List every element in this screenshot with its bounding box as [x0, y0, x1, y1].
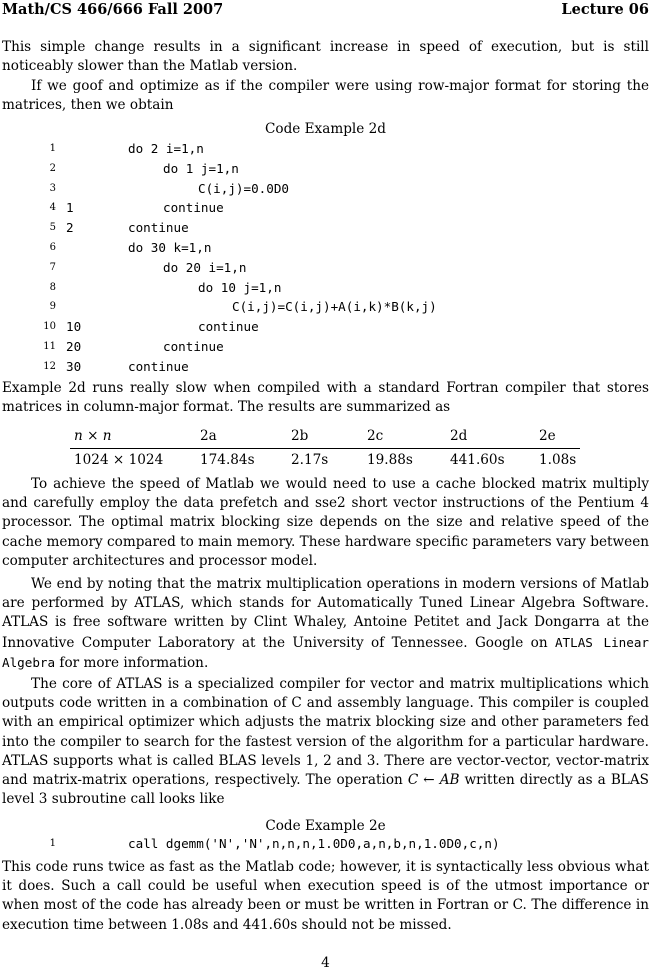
paragraph-4: To achieve the speed of Matlab we would need to use a cache blocked matrix multiply and carefully employ the data prefetch and sse2 short vector instructions of the Pentium 4 processor. The optimal matrix blocking size depends on the size and relative speed of the cache memory compared to main memory. These hardware specific parameters vary between computer architectures and processor model. — [2, 476, 649, 569]
table-header-cell: 2e — [539, 428, 556, 444]
code-line — [0, 240, 651, 260]
statement-label: 20 — [66, 338, 82, 354]
page-header — [2, 1, 649, 21]
code-line — [0, 141, 651, 161]
code-line — [0, 319, 651, 339]
table-header-cell: 2d — [450, 428, 468, 444]
code-text: continue — [163, 200, 224, 216]
code-text: C(i,j)=C(i,j)+A(i,k)*B(k,j) — [232, 299, 437, 315]
statement-label: 30 — [66, 358, 82, 374]
code-text: call dgemm('N','N',n,n,n,1.0D0,a,n,b,n,1.0D0,c,n) — [128, 836, 500, 851]
table-cell: 1024 × 1024 — [74, 452, 164, 468]
table-header-cell: n × n — [74, 428, 112, 444]
code-text: C(i,j)=0.0D0 — [198, 180, 289, 196]
line-number: 9 — [49, 301, 56, 313]
code-line — [0, 181, 651, 201]
line-number: 7 — [49, 261, 56, 273]
paragraph-6-text: The core of ATLAS is a specialized compiler for vector and matrix multiplications which outputs code written in a combination of C and assembly language. This compiler is coupled with an empirical optimizer which adjusts the matrix blocking size and other parameters fed into the compiler to search for the fastest version of the algorithm for a particular hardware. ATLAS supports what is called BLAS levels 1, 2 and 3. There are vector-vector, vector-matrix and matrix-matrix operations, respectively. The operation — [2, 676, 649, 789]
code-text: continue — [163, 338, 224, 354]
line-number: 12 — [43, 360, 56, 372]
code-line — [0, 260, 651, 280]
statement-label: 1 — [66, 200, 74, 216]
line-number: 2 — [49, 162, 56, 174]
code-line — [0, 161, 651, 181]
code-example-2e — [0, 836, 651, 856]
line-number: 10 — [43, 321, 56, 333]
paragraph-5-tail: for more information. — [59, 654, 209, 671]
paragraph-5-text: We end by noting that the matrix multiplication operations in modern versions of Matlab are performed by ATLAS, which stands for Automatically Tuned Linear Algebra Software. ATLAS is free software written by Clint Whaley, Antoine Petitet and Jack Dongarra at the Innovative Computer Laboratory at the University of Tennessee. Google on — [2, 576, 649, 651]
paragraph-5 — [2, 575, 649, 673]
line-number: 3 — [49, 182, 56, 194]
code-text: do 10 j=1,n — [198, 279, 282, 295]
line-number: 5 — [49, 222, 56, 234]
line-number: 4 — [49, 202, 56, 214]
line-number: 6 — [49, 241, 56, 253]
table-header-cell: 2c — [367, 428, 384, 444]
table-cell: 1.08s — [539, 452, 577, 468]
line-number: 11 — [43, 340, 56, 352]
statement-label: 2 — [66, 220, 74, 236]
code-text: do 20 i=1,n — [163, 259, 247, 275]
math-expression: C ← AB — [407, 772, 460, 789]
table-header-cell: 2b — [291, 428, 309, 444]
timing-table — [70, 428, 580, 468]
code-text: continue — [128, 358, 189, 374]
statement-label: 10 — [66, 319, 82, 335]
page-number: 4 — [321, 955, 330, 971]
code-example-2d — [0, 141, 651, 379]
table-header-cell: 2a — [200, 428, 217, 444]
paragraph-1: This simple change results in a significant increase in speed of execution, but is still noticeably slower than the Matlab version. — [2, 39, 649, 75]
line-number: 1 — [49, 143, 56, 154]
table-rule — [70, 448, 580, 449]
table-cell: 441.60s — [450, 452, 505, 468]
course-title: Math/CS 466/666 Fall 2007 — [2, 1, 224, 18]
line-number: 8 — [49, 281, 56, 293]
paragraph-6 — [2, 675, 649, 809]
code-2d-caption: Code Example 2d — [264, 121, 386, 137]
code-line — [0, 359, 651, 379]
code-text: do 1 j=1,n — [163, 160, 239, 176]
table-row — [70, 452, 580, 472]
code-2e-caption: Code Example 2e — [265, 818, 386, 834]
code-text: continue — [198, 319, 259, 335]
table-cell: 19.88s — [367, 452, 413, 468]
paragraph-7: This code runs twice as fast as the Matlab code; however, it is syntactically less obvious what it does. Such a call could be useful when execution speed is of the utmost importance or when most of the code has already been or must be written in Fortran or C. The difference in execution time between 1.08s and 441.60s should not be missed. — [2, 859, 649, 933]
code-text: do 2 i=1,n — [128, 141, 204, 156]
code-text: do 30 k=1,n — [128, 239, 212, 255]
lecture-number: Lecture 06 — [561, 1, 649, 18]
code-text: continue — [128, 220, 189, 236]
code-line — [0, 836, 651, 856]
table-cell: 2.17s — [291, 452, 329, 468]
paragraph-2: If we goof and optimize as if the compiler were using row-major format for storing the matrices, then we obtain — [2, 78, 649, 114]
paragraph-6-tail: written directly as a BLAS level 3 subroutine call looks like — [2, 772, 649, 808]
paragraph-3: Example 2d runs really slow when compiled with a standard Fortran compiler that stores matrices in column-major format. The results are summarized as — [2, 380, 649, 416]
line-number: 1 — [49, 838, 56, 849]
code-line — [0, 220, 651, 240]
code-line — [0, 299, 651, 319]
search-term: ATLAS Linear Algebra — [2, 634, 649, 670]
table-header-row — [70, 428, 580, 448]
code-line — [0, 280, 651, 300]
code-line — [0, 200, 651, 220]
code-line — [0, 339, 651, 359]
table-cell: 174.84s — [200, 452, 255, 468]
